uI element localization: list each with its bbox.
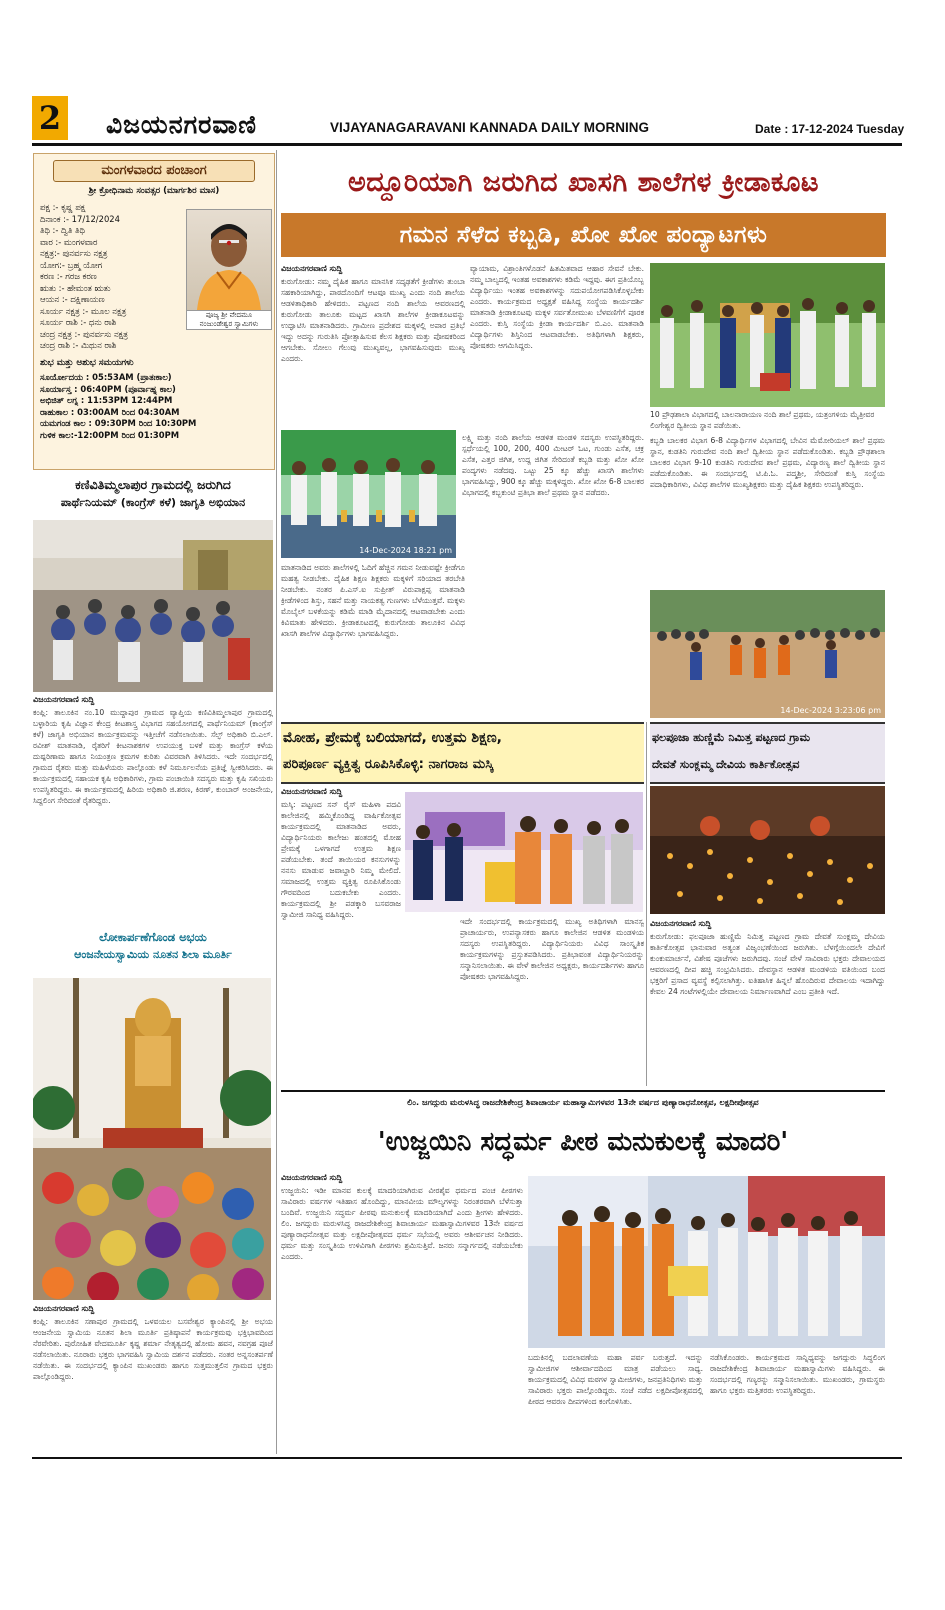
panchanga-time-row: ಸೂರ್ಯಾಸ್ತ : 06:40PM (ಪೂರ್ವಾಹ್ನ ಕಾಲ) — [40, 383, 176, 394]
panchanga-time-row: ರಾಹುಕಾಲ : 03:00AM ರಿಂದ 04:30AM — [40, 406, 180, 417]
lead-col3 — [650, 435, 885, 585]
left-story2-byline: ವಿಜಯನಗರವಾಣಿ ಸುದ್ದಿ — [33, 1304, 95, 1313]
shanka-text — [650, 918, 885, 1086]
panchanga-top-row: ಆಯನ :- ದಕ್ಷಿಣಾಯಣ — [40, 294, 105, 304]
lead-col1-mid — [281, 562, 465, 717]
shanka-headline-l2: ದೇವತೆ ಸುಂಕ್ಲಮ್ಮ ದೇವಿಯ ಕಾರ್ತಿಕೋತ್ಸವ — [652, 758, 800, 771]
panchanga-top-row: ಸೂರ್ಯ ರಾಶಿ :- ಧನು ರಾಶಿ — [40, 317, 117, 327]
left-story2-headline — [33, 929, 273, 963]
moha-col1 — [281, 786, 401, 1086]
moha-headline-l1: ಮೋಹ, ಪ್ರೇಮಕ್ಕೆ ಬಲಿಯಾಗದೆ, ಉತ್ತಮ ಶಿಕ್ಷಣ, — [283, 730, 502, 746]
paper-name-english: VIJAYANAGARAVANI KANNADA DAILY MORNING — [330, 120, 650, 135]
panchanga-top-row: ಕರಣ :- ಗರಜ ಕರಣ — [40, 271, 97, 281]
paper-name-kannada: ವಿಜಯನಗರವಾಣಿ — [106, 110, 257, 139]
column-divider-left — [276, 150, 277, 1454]
left-story2-headline-l1: ಲೋಕಾರ್ಪಣೆಗೊಂಡ ಅಭಯ — [99, 930, 207, 944]
panchanga-top-row: ನಕ್ಷತ್ರ:- ಪುನರ್ವಸು ನಕ್ಷತ್ರ — [40, 248, 108, 258]
issue-date: Date : 17-12-2024 Tuesday — [755, 122, 905, 136]
panchanga-rows-top — [40, 202, 190, 352]
bottom-kicker: ಲಿಂ. ಜಗದ್ಗುರು ಮರುಳಸಿದ್ಧ ರಾಜದೇಶಿಕೇಂದ್ರ ಶಿವಾಚಾರ್ಯ ಮಹಾಸ್ವಾಮಿಗಳವರ 13ನೇ ವರ್ಷದ ಪುಣ್ಯಾರಾಧನೋತ್ಸವ, ಲಕ್ಷದೀಪೋತ್ಸವ — [407, 1097, 759, 1107]
swamiji-portrait-icon — [187, 210, 271, 310]
left-story1-headline — [33, 476, 273, 512]
kabaddi-photo-timestamp: 14-Dec-2024 3:23:06 pm — [780, 706, 881, 715]
lead-body1: ಕುರುಗೋಡು: ನಮ್ಮ ದೈಹಿಕ ಹಾಗೂ ಮಾನಸಿಕ ಸದೃಢತೆಗೆ ಕ್ರೀಡೆಗಳು ತುಂಬಾ ಸಹಕಾರಿಯಾಗಿದ್ದು, ಪಾಠದೊಂದಿಗೆ ಆಟವೂ ಮುಖ್ಯ ಎಂದು ನಂದಿ ಶಾಲೆಯ ಆಡಳಿತಾಧಿಕಾರಿ ಹೇಳಿದರು. ಪಟ್ಟಣದ ನಂದಿ ಶಾಲೆಯ ಆವರಣದಲ್ಲಿ ಕುರುಗೋಡು ತಾಲೂಕು ಮಟ್ಟದ ಖಾಸಗಿ ಶಾಲೆಗಳ ಕ್ರೀಡಾಕೂಟವನ್ನು ಉದ್ಘಾಟಿಸಿ ಮಾತನಾಡಿದರು. ಗ್ರಾಮೀಣ ಪ್ರದೇಶದ ಮಕ್ಕಳಲ್ಲಿ ಅಪಾರ ಪ್ರತಿಭೆ ಇದ್ದು ಅದನ್ನು ಗುರುತಿಸಿ ಪ್ರೋತ್ಸಾಹಿಸುವ ಕೆಲಸ ಶಿಕ್ಷಕರು ಮತ್ತು ಪೋಷಕರಿಂದ ಆಗಬೇಕು. ಸೋಲು ಗೆಲುವು ಮುಖ್ಯವಲ್ಲ, ಭಾಗವಹಿಸುವುದು ಮುಖ್ಯ ಎಂದರು. — [281, 277, 465, 363]
panchanga-time-row: ಅಭಿಜಿತ್ ಲಗ್ನ : 11:53PM 12:44PM — [40, 395, 173, 405]
bottom-col1 — [281, 1172, 523, 1454]
lead-body2: ವ್ಯಾಯಾಮ, ವಿಶ್ರಾಂತಿಗಳೊಡನೆ ಹಿತಮಿತವಾದ ಆಹಾರ ಸೇವನೆ ಬೇಕು. ನಮ್ಮ ಬಾಲ್ಯದಲ್ಲಿ ಇಂತಹ ಅವಕಾಶಗಳು ಕಡಿಮೆ ಇದ್ದವು. ಈಗ ಪ್ರತಿಯೊಬ್ಬ ವಿದ್ಯಾರ್ಥಿಯು ಇಂತಹ ಅವಕಾಶಗಳನ್ನು ಸದುಪಯೋಗಪಡಿಸಿಕೊಳ್ಳಬೇಕು ಎಂದರು. ಕಾರ್ಯಕ್ರಮದ ಅಧ್ಯಕ್ಷತೆ ವಹಿಸಿದ್ದ ಸಂಸ್ಥೆಯ ಕಾರ್ಯದರ್ಶಿ ಮಾತನಾಡಿ ಕ್ರೀಡಾಕೂಟವು ಮಕ್ಕಳ ಸರ್ವತೋಮುಖ ಬೆಳವಣಿಗೆಗೆ ಪೂರಕ ಎಂದರು. ಕುಸ್ತಿ ಸಂಸ್ಥೆಯ ಕ್ರೀಡಾ ಕಾರ್ಯದರ್ಶಿ ಬಿ.ಎಂ. ಮಾತನಾಡಿ ವಿದ್ಯಾರ್ಥಿಗಳು ಶಿಸ್ತಿನಿಂದ ಆಟವಾಡಬೇಕು. ಅತಿಥಿಗಳಾಗಿ ಶಿಕ್ಷಕರು, ಪೋಷಕರು ಆಗಮಿಸಿದ್ದರು. — [470, 264, 644, 350]
panchanga-top-row: ಋತು :- ಹೇಮಂತ ಋತು — [40, 282, 111, 293]
swamiji-caption: ಪೂಜ್ಯ ಶ್ರೀ ವೇದಮೂ ನಂಜುಂಡೇಶ್ವರ ಸ್ವಾಮಿಗಳು — [186, 310, 272, 330]
bottom-byline: ವಿಜಯನಗರವಾಣಿ ಸುದ್ದಿ — [281, 1173, 343, 1182]
lead-headline-l2: ಗಮನ ಸೆಳೆದ ಕಬ್ಬಡಿ, ಖೋ ಖೋ ಪಂದ್ಯಾಟಗಳು — [399, 222, 768, 248]
lead-byline: ವಿಜಯನಗರವಾಣಿ ಸುದ್ದಿ — [281, 264, 343, 273]
swamiji-photo — [186, 209, 272, 311]
panchanga-top-row: ತಿಥಿ :- ದ್ವಿತಿ ತಿಥಿ — [40, 225, 85, 235]
lead-col1-top — [281, 263, 465, 426]
left-story1-body: ಕಂಪ್ಲಿ: ತಾಲೂಕಿನ ನಂ.10 ಮುದ್ದಾಪುರ ಗ್ರಾಮದ ವ್ಯಾಪ್ತಿಯ ಕಣಿವಿತಿಮ್ಮಲಾಪುರ ಗ್ರಾಮದಲ್ಲಿ ಬಳ್ಳಾರಿಯ ಕೃಷಿ ವಿಜ್ಞಾನ ಕೇಂದ್ರ ಕೀಟಶಾಸ್ತ್ರ ವಿಭಾಗದ ಸಹಯೋಗದಲ್ಲಿ ಪಾರ್ಥೆನಿಯಮ್ (ಕಾಂಗ್ರೆಸ್ ಕಳೆ) ಜಾಗೃತಿ ಅಭಿಯಾನ ಕಾರ್ಯಕ್ರಮವನ್ನು ಇತ್ತೀಚೆಗೆ ನಡೆಸಲಾಯಿತು. ಸೆಲ್ಫ್ ಅಧಿಕಾರಿ ಬಿ.ಎಲ್. ರವೀಶ್ ಮಾತನಾಡಿ, ರೈತರಿಗೆ ಕೀಟನಾಶಕಗಳ ಉಪಯುಕ್ತ ಬಳಕೆ ಮತ್ತು ಕಾಂಗ್ರೆಸ್ ಕಳೆಯ ದುಷ್ಪರಿಣಾಮ ಹಾಗೂ ನಿಯಂತ್ರಣ ಕ್ರಮಗಳ ಕುರಿತು ವಿವರವಾಗಿ ತಿಳಿಸಿದರು. ಇದೇ ಸಂದರ್ಭದಲ್ಲಿ ಗ್ರಾಮದ ರೈತರು ಮತ್ತು ಮಹಿಳೆಯರು ಪಾಲ್ಗೊಂಡು ಕಳೆ ನಿರ್ಮೂಲನೆಯ ಪ್ರತಿಜ್ಞೆ ಸ್ವೀಕರಿಸಿದರು. ಈ ಕಾರ್ಯಕ್ರಮದಲ್ಲಿ ಸಹಾಯಕ ಕೃಷಿ ಅಧಿಕಾರಿಗಳು, ಗ್ರಾಮ ಪಂಚಾಯಿತಿ ಸದಸ್ಯರು ಮತ್ತು ಕೃಷಿ ಸಖಿಯರು ಉಪಸ್ಥಿತರಿದ್ದರು. ಈ ಕಾರ್ಯಕ್ರಮದಲ್ಲಿ ಹಿರಿಯ ಅಧಿಕಾರಿ ಜಿ.ಶರಣ, ಕಿರಣ್, ಕುಂಬಾರ್ ಅಂಜನೇಯ, ಸಿದ್ದಲಿಂಗ ಸೇರಿದಂತೆ ರೈತರಿದ್ದರು. — [33, 708, 273, 805]
shanka-byline: ವಿಜಯನಗರವಾಣಿ ಸುದ್ದಿ — [650, 919, 712, 928]
moha-byline: ವಿಜಯನಗರವಾಣಿ ಸುದ್ದಿ — [281, 787, 343, 796]
lead-right-caption: 10 ಪ್ರೌಢಶಾಲಾ ವಿಭಾಗದಲ್ಲಿ ಬಾಲನಾರಾಯಣ ನಂದಿ ಶಾಲೆ ಪ್ರಥಮ, ಯತ್ರಂಗಳಿಯ ಮೈತ್ರೀವರ ಲಿಂಗೇಶ್ವರ ದ್ವಿತೀಯ ಸ್ಥಾನ ಪಡೆಯಿತು. — [650, 410, 875, 430]
lead-body4: ಲಕ್ಷ್ಮಿ ಮತ್ತು ನಂದಿ ಶಾಲೆಯ ಆಡಳಿತ ಮಂಡಳಿ ಸದಸ್ಯರು ಉಪಸ್ಥಿತರಿದ್ದರು. ಸ್ಪರ್ಧೆಯಲ್ಲಿ 100, 200, 400 ಮೀಟರ್ ಓಟ, ಗುಂಡು ಎಸೆತ, ಚಕ್ರ ಎಸೆತ, ಎತ್ತರ ಜಿಗಿತ, ಉದ್ದ ಜಿಗಿತ ಸೇರಿದಂತೆ ಕಬ್ಬಡಿ ಮತ್ತು ಖೋ ಖೋ ಪಂದ್ಯಗಳು ನಡೆದವು. ಒಟ್ಟು 25 ಕ್ಕೂ ಹೆಚ್ಚು ಖಾಸಗಿ ಶಾಲೆಗಳು ಭಾಗವಹಿಸಿದ್ದು, 900 ಕ್ಕೂ ಹೆಚ್ಚು ಮಕ್ಕಳಿದ್ದರು. ಖೋ ಖೋ 6-8 ಬಾಲಕರ ವಿಭಾಗದಲ್ಲಿ ಕಬ್ಬಕುಂಟಿ ಪ್ರತಿಭಾ ಶಾಲೆ ಪ್ರಥಮ ಸ್ಥಾನ ಪಡೆದರು. — [462, 433, 644, 497]
panchanga-box — [33, 153, 275, 470]
left-story1-byline: ವಿಜಯನಗರವಾಣಿ ಸುದ್ದಿ — [33, 695, 95, 704]
bottom-body2: ಬದುಕಿನಲ್ಲಿ ಬದಲಾವಣೆಯ ಮಹಾ ಪರ್ವ ಬರುತ್ತದೆ. ಇದನ್ನು ಸ್ವಾಮೀಜಿಗಳ ಆಶೀರ್ವಾದದಿಂದ ಮಾತ್ರ ಪಡೆಯಲು ಸಾಧ್ಯ. ಕಾರ್ಯಕ್ರಮದಲ್ಲಿ ವಿವಿಧ ಮಠಗಳ ಸ್ವಾಮೀಜಿಗಳು, ಜನಪ್ರತಿನಿಧಿಗಳು ಮತ್ತು ಸಾವಿರಾರು ಭಕ್ತರು ಪಾಲ್ಗೊಂಡಿದ್ದರು. ಸಂಜೆ ನಡೆದ ಲಕ್ಷದೀಪೋತ್ಸವದಲ್ಲಿ ಪೀಠದ ಆವರಣ ದೀಪಗಳಿಂದ ಕಂಗೊಳಿಸಿತು. — [528, 1353, 703, 1406]
shanka-body: ಕುರುಗೋಡು: ಫಲಪೂಜಾ ಹುಣ್ಣಿಮೆ ನಿಮಿತ್ತ ಪಟ್ಟಣದ ಗ್ರಾಮ ದೇವತೆ ಸುಂಕ್ಲಮ್ಮ ದೇವಿಯ ಕಾರ್ತಿಕೋತ್ಸವ ಭಾನುವಾರ ಅತ್ಯಂತ ವಿಜೃಂಭಣೆಯಿಂದ ಜರುಗಿತು. ಬೆಳಗ್ಗೆಯಿಂದಲೇ ದೇವಿಗೆ ಕುಂಕುಮಾರ್ಚನೆ, ವಿಶೇಷ ಪೂಜೆಗಳು ಜರುಗಿದವು. ಸಂಜೆ ವೇಳೆ ಸಾವಿರಾರು ಭಕ್ತರು ದೇವಾಲಯದ ಆವರಣದಲ್ಲಿ ದೀಪ ಹಚ್ಚಿ ಸಂಭ್ರಮಿಸಿದರು. ದೇವಸ್ಥಾನ ಆಡಳಿತ ಮಂಡಳಿಯ ವತಿಯಿಂದ ಬಂದ ಭಕ್ತರಿಗೆ ಪ್ರಸಾದ ವ್ಯವಸ್ಥೆ ಕಲ್ಪಿಸಲಾಗಿತ್ತು. ಐತಿಹಾಸಿಕ ಹಿನ್ನಲೆ ಹೊಂದಿರುವ ದೇವಾಲಯ ಇದಾಗಿದ್ದು ಕೇವಲ 24 ಗಂಟೆಗಳಲ್ಲಿಯೇ ದೇವಾಲಯ ನಿರ್ಮಾಣವಾಗಿದೆ ಎಂಬ ಪ್ರತೀತಿ ಇದೆ. — [650, 932, 885, 996]
kabaddi-photo — [650, 590, 885, 718]
shanka-headline-l1: ಫಲಪೂಜಾ ಹುಣ್ಣಿಮೆ ನಿಮಿತ್ತ ಪಟ್ಟಣದ ಗ್ರಾಮ — [652, 731, 811, 744]
moha-photo — [405, 792, 643, 912]
left-story2-photo — [33, 978, 271, 1300]
panchanga-top-row: ಸೂರ್ಯ ನಕ್ಷತ್ರ :- ಮೂಲ ನಕ್ಷತ್ರ — [40, 305, 127, 316]
panchanga-subhead: ಶುಭ ಮತ್ತು ಅಶುಭ ಸಮಯಗಳು — [40, 358, 134, 368]
bottom-body1: ಉಜ್ಜಯಿನಿ: ಇಡೀ ಮಾನವ ಕುಲಕ್ಕೆ ಮಾದರಿಯಾಗಿರುವ ವೀರಶೈವ ಧರ್ಮದ ಪಂಚ ಪೀಠಗಳು ಸಾವಿರಾರು ವರ್ಷಗಳ ಇತಿಹಾಸ ಹೊಂದಿದ್ದು, ಮಾನವೀಯ ಮೌಲ್ಯಗಳನ್ನು ನಿರಂತರವಾಗಿ ಬೆಳೆಸುತ್ತಾ ಬಂದಿವೆ. ಉಜ್ಜಯಿನಿ ಸದ್ಧರ್ಮ ಪೀಠವು ಮನುಕುಲಕ್ಕೆ ಮಾದರಿಯಾಗಿದೆ ಎಂದು ಶ್ರೀಗಳು ಹೇಳಿದರು. ಲಿಂ. ಜಗದ್ಗುರು ಮರುಳಸಿದ್ಧ ರಾಜದೇಶಿಕೇಂದ್ರ ಶಿವಾಚಾರ್ಯ ಮಹಾಸ್ವಾಮಿಗಳವರ 13ನೇ ವರ್ಷದ ಪುಣ್ಯಾರಾಧನೋತ್ಸವ ಮತ್ತು ಲಕ್ಷದೀಪೋತ್ಸವದ ಧರ್ಮ ಸಭೆಯಲ್ಲಿ ಅವರು ಆಶೀರ್ವಚನ ನೀಡಿದರು. ಧರ್ಮ ಮತ್ತು ಸಂಸ್ಕೃತಿಯ ಉಳಿವಿಗಾಗಿ ಪೀಠಗಳು ಶ್ರಮಿಸುತ್ತಿವೆ. ಜನರು ಸನ್ಮಾರ್ಗದಲ್ಲಿ ನಡೆಯಬೇಕು ಎಂದರು. — [281, 1186, 523, 1261]
panchanga-samvatsara: ಶ್ರೀ ಕ್ರೋಧಿನಾಮ ಸಂವತ್ಸರ (ಮಾರ್ಗಶಿರ ಮಾಸ) — [88, 186, 220, 196]
panchanga-rows-bottom — [40, 372, 272, 441]
bottom-col3 — [710, 1352, 885, 1454]
bottom-story-rule — [281, 1090, 885, 1092]
moha-body1: ಮಸ್ಕಿ: ಪಟ್ಟಣದ ಸನ್ ರೈಸ್ ಮಹಿಳಾ ಪದವಿ ಕಾಲೇಜಿನಲ್ಲಿ ಹಮ್ಮಿಕೊಂಡಿದ್ದ ವಾರ್ಷಿಕೋತ್ಸವ ಕಾರ್ಯಕ್ರಮದಲ್ಲಿ ಮಾತನಾಡಿದ ಅವರು, ವಿದ್ಯಾರ್ಥಿನಿಯರು ಕಾಲೇಜು ಹಂತದಲ್ಲಿ ಮೋಹ ಪ್ರೇಮಕ್ಕೆ ಒಳಗಾಗದೆ ಉತ್ತಮ ಶಿಕ್ಷಣ ಪಡೆಯಬೇಕು. ತಂದೆ ತಾಯಿಯರ ಕನಸುಗಳನ್ನು ನನಸು ಮಾಡುವ ಜವಾಬ್ದಾರಿ ನಿಮ್ಮ ಮೇಲಿದೆ. ಸಮಾಜದಲ್ಲಿ ಉತ್ತಮ ವ್ಯಕ್ತಿತ್ವ ರೂಪಿಸಿಕೊಂಡು ಗೌರವದಿಂದ ಬದುಕಬೇಕು ಎಂದರು. ಕಾರ್ಯಕ್ರಮದಲ್ಲಿ ಶ್ರೀ ಪಡಕ್ಕಾರಿ ಬಸವರಾಜ ಸ್ವಾಮೀಜಿ ಸಾನಿಧ್ಯ ವಹಿಸಿದ್ದರು. — [281, 800, 401, 919]
panchanga-top-row: ದಿನಾಂಕ :- 17/12/2024 — [40, 213, 120, 224]
panchanga-top-row: ಪಕ್ಷ :- ಕೃಷ್ಣ ಪಕ್ಷ — [40, 202, 86, 212]
column-divider-right — [646, 722, 647, 1086]
lead-photo-timestamp: 14-Dec-2024 18:21 pm — [359, 546, 452, 555]
lead-right-photo — [650, 263, 885, 407]
lead-body3: ಮಾತನಾಡಿದ ಅವರು ಶಾಲೆಗಳಲ್ಲಿ ಓದಿಗೆ ಹೆಚ್ಚಿನ ಗಮನ ನೀಡುವಷ್ಟೇ ಕ್ರೀಡೆಗೂ ಮಹತ್ವ ನೀಡಬೇಕು. ದೈಹಿಕ ಶಿಕ್ಷಣ ಶಿಕ್ಷಕರು ಮಕ್ಕಳಿಗೆ ಸರಿಯಾದ ತರಬೇತಿ ನೀಡಬೇಕು. ನಂತರ ಪಿ.ಎಸ್.ಐ ಸುಪ್ರೀತ್ ವಿರುಪಾಕ್ಷಪ್ಪ ಮಾತನಾಡಿ ಕ್ರೀಡೆಗಳಿಂದ ಶಿಸ್ತು, ಸಹನೆ ಮತ್ತು ನಾಯಕತ್ವ ಗುಣಗಳು ಬೆಳೆಯುತ್ತವೆ. ಮಕ್ಕಳು ಮೊಬೈಲ್ ಬಳಕೆಯನ್ನು ಕಡಿಮೆ ಮಾಡಿ ಮೈದಾನದಲ್ಲಿ ಆಟವಾಡಬೇಕು ಎಂದು ಕಿವಿಮಾತು ಹೇಳಿದರು. ಕ್ರೀಡಾಕೂಟದಲ್ಲಿ ಕುರುಗೋಡು ತಾಲೂಕಿನ ವಿವಿಧ ಖಾಸಗಿ ಶಾಲೆಗಳ ವಿದ್ಯಾರ್ಥಿಗಳು ಭಾಗವಹಿಸಿದ್ದರು. — [281, 563, 465, 638]
bottom-photo — [528, 1176, 885, 1348]
bottom-headline: 'ಉಜ್ಜಯಿನಿ ಸದ್ಧರ್ಮ ಪೀಠ ಮನುಕುಲಕ್ಕೆ ಮಾದರಿ' — [377, 1127, 789, 1157]
left-story1-photo — [33, 520, 273, 692]
panchanga-top-row: ಚಂದ್ರ ರಾಶಿ :- ಮಿಥುನ ರಾಶಿ — [40, 340, 117, 350]
left-story2-text — [33, 1303, 273, 1453]
left-story1-text — [33, 694, 273, 907]
page-number: 2 — [32, 96, 68, 140]
bottom-body3: ನಡೆಸಿಕೊಂಡರು. ಕಾರ್ಯಕ್ರಮದ ಸಾನ್ನಿಧ್ಯವನ್ನು ಜಗದ್ಗುರು ಸಿದ್ಧಲಿಂಗ ರಾಜದೇಶಿಕೇಂದ್ರ ಶಿವಾಚಾರ್ಯ ಮಹಾಸ್ವಾಮಿಗಳು ವಹಿಸಿದ್ದರು. ಈ ಸಂದರ್ಭದಲ್ಲಿ ಗಣ್ಯರನ್ನು ಸನ್ಮಾನಿಸಲಾಯಿತು. ಮುಖಂಡರು, ಗ್ರಾಮಸ್ಥರು ಹಾಗೂ ಭಕ್ತರು ಮತ್ತಿತರರು ಉಪಸ್ಥಿತರಿದ್ದರು. — [710, 1353, 885, 1395]
left-story2-headline-l2: ಆಂಜನೇಯಸ್ವಾಮಿಯ ನೂತನ ಶಿಲಾ ಮೂರ್ತಿ — [74, 948, 232, 961]
bottom-col2 — [528, 1352, 703, 1454]
panchanga-top-row: ಯೋಗ:- ಬ್ರಹ್ಮ ಯೋಗ — [40, 259, 103, 270]
lead-headline-l1: ಅದ್ದೂರಿಯಾಗಿ ಜರುಗಿದ ಖಾಸಗಿ ಶಾಲೆಗಳ ಕ್ರೀಡಾಕೂಟ — [348, 167, 819, 198]
panchanga-top-row: ವಾರ :- ಮಂಗಳವಾರ — [40, 236, 98, 247]
left-story2-body: ಕಂಪ್ಲಿ: ತಾಲೂಕಿನ ಸಣಾಪುರ ಗ್ರಾಮದಲ್ಲಿ ಒಳವಯಲ ಬಸವೇಶ್ವರ ಕ್ಯಾಂಪಿನಲ್ಲಿ ಶ್ರೀ ಅಭಯ ಆಂಜನೇಯ ಸ್ವಾಮಿಯ ನೂತನ ಶಿಲಾ ಮೂರ್ತಿ ಪ್ರತಿಷ್ಠಾಪನೆ ಕಾರ್ಯಕ್ರಮವು ಭಕ್ತಿಭಾವದಿಂದ ನೆರವೇರಿತು. ಪುರೋಹಿತ ವೇದಮೂರ್ತಿ ಕೃಷ್ಣ ಶರ್ಮಾ ನೇತೃತ್ವದಲ್ಲಿ ಹೋಮ ಹವನ, ನವಗ್ರಹ ಪೂಜೆ ನಡೆಸಲಾಯಿತು. ನೂರಾರು ಭಕ್ತರು ಭಾಗವಹಿಸಿ ಸ್ವಾಮಿಯ ದರ್ಶನ ಪಡೆದರು. ನಂತರ ಅನ್ನಸಂತರ್ಪಣೆ ನಡೆಯಿತು. ಈ ಸಂದರ್ಭದಲ್ಲಿ ಕ್ಯಾಂಪಿನ ಮುಖಂಡರು ಹಾಗೂ ಸುತ್ತಮುತ್ತಲಿನ ಗ್ರಾಮದ ಭಕ್ತರು ಪಾಲ್ಗೊಂಡಿದ್ದರು. — [33, 1317, 273, 1381]
footer-rule — [32, 1457, 902, 1459]
lead-col2-top — [470, 263, 644, 426]
panchanga-time-row: ಯಮಗಂಡ ಕಾಲ : 09:30PM ರಿಂದ 10:30PM — [40, 418, 197, 428]
panchanga-title: ಮಂಗಳವಾರದ ಪಂಚಾಂಗ — [53, 160, 255, 182]
masthead-rule — [32, 143, 902, 146]
lead-photo — [281, 430, 456, 558]
shanka-photo — [650, 786, 885, 914]
panchanga-time-row: ಸೂರ್ಯೋದಯ : 05:53AM (ಪ್ರಾತಃಕಾಲ) — [40, 372, 172, 382]
moha-headline-l2: ಪರಿಪೂರ್ಣ ವ್ಯಕ್ತಿತ್ವ ರೂಪಿಸಿಕೊಳ್ಳಿ: ನಾಗರಾಜ ಮಸ್ಕಿ — [283, 757, 494, 772]
lead-body5: ಕಬ್ಬಡಿ ಬಾಲಕರ ವಿಭಾಗ 6-8 ವಿದ್ಯಾರ್ಥಿಗಳ ವಿಭಾಗದಲ್ಲಿ ಬೇವಿನ ಮೆಮೋರಿಯಲ್ ಶಾಲೆ ಪ್ರಥಮ ಸ್ಥಾನ, ಕುಡತಿನಿ ಗುರುದೇವ ನಂದಿ ಶಾಲೆ ದ್ವಿತೀಯ ಸ್ಥಾನ ಪಡೆದುಕೊಂಡಿತು. ಕಬ್ಬಡಿ ಪ್ರೌಢಶಾಲಾ ಬಾಲಕರ ವಿಭಾಗ 9-10 ಕುಡತಿನಿ ಗುರುದೇವ ಶಾಲೆ ಪ್ರಥಮ, ವಿದ್ಯಾರಣ್ಯ ಶಾಲೆ ದ್ವಿತೀಯ ಸ್ಥಾನ ಪಡೆದುಕೊಂಡಿತು. ಈ ಸಂದರ್ಭದಲ್ಲಿ ಟಿ.ಪಿ.ಓ. ಪದ್ಮಶ್ರೀ, ಸೇರಿದಂತೆ ಕುಸ್ತಿ ಸಂಸ್ಥೆಯ ಪದಾಧಿಕಾರಿಗಳು, ವಿವಿಧ ಶಾಲೆಗಳ ಮುಖ್ಯಶಿಕ್ಷಕರು ಮತ್ತು ದೈಹಿಕ ಶಿಕ್ಷಕರು ಉಪಸ್ಥಿತರಿದ್ದರು. — [650, 436, 885, 489]
lead-col2-mid — [462, 432, 644, 717]
panchanga-time-row: ಗುಳಿಕ ಕಾಲ:-12:00PM ರಿಂದ 01:30PM — [40, 429, 180, 440]
moha-body2: ಇದೇ ಸಂದರ್ಭದಲ್ಲಿ ಕಾರ್ಯಕ್ರಮದಲ್ಲಿ ಮುಖ್ಯ ಅತಿಥಿಗಳಾಗಿ ಮಾನಸ್ವ ಪ್ರಾಚಾರ್ಯರು, ಉಪನ್ಯಾಸಕರು ಹಾಗೂ ಕಾಲೇಜಿನ ಆಡಳಿತ ಮಂಡಳಿಯ ಸದಸ್ಯರು ಉಪಸ್ಥಿತರಿದ್ದರು. ವಿದ್ಯಾರ್ಥಿನಿಯರು ವಿವಿಧ ಸಾಂಸ್ಕೃತಿಕ ಕಾರ್ಯಕ್ರಮಗಳನ್ನು ಪ್ರಸ್ತುತಪಡಿಸಿದರು. ಪ್ರತಿಭಾವಂತ ವಿದ್ಯಾರ್ಥಿನಿಯರನ್ನು ಸನ್ಮಾನಿಸಲಾಯಿತು. ಈ ವೇಳೆ ಕಾಲೇಜಿನ ಅಧ್ಯಕ್ಷರು, ಕಾರ್ಯದರ್ಶಿಗಳು ಹಾಗೂ ಪೋಷಕರು ಭಾಗವಹಿಸಿದ್ದರು. — [460, 917, 644, 981]
left-story1-headline-l2: ಪಾರ್ಥೆನಿಯಮ್ (ಕಾಂಗ್ರೆಸ್ ಕಳೆ) ಜಾಗೃತಿ ಅಭಿಯಾನ — [60, 496, 246, 509]
moha-col2 — [460, 916, 644, 1086]
panchanga-top-row: ಚಂದ್ರ ನಕ್ಷತ್ರ :- ಪುನರ್ವಸು ನಕ್ಷತ್ರ — [40, 328, 128, 339]
left-story1-headline-l1: ಕಣಿವಿತಿಮ್ಮಲಾಪುರ ಗ್ರಾಮದಲ್ಲಿ ಜರುಗಿದ — [75, 477, 231, 492]
